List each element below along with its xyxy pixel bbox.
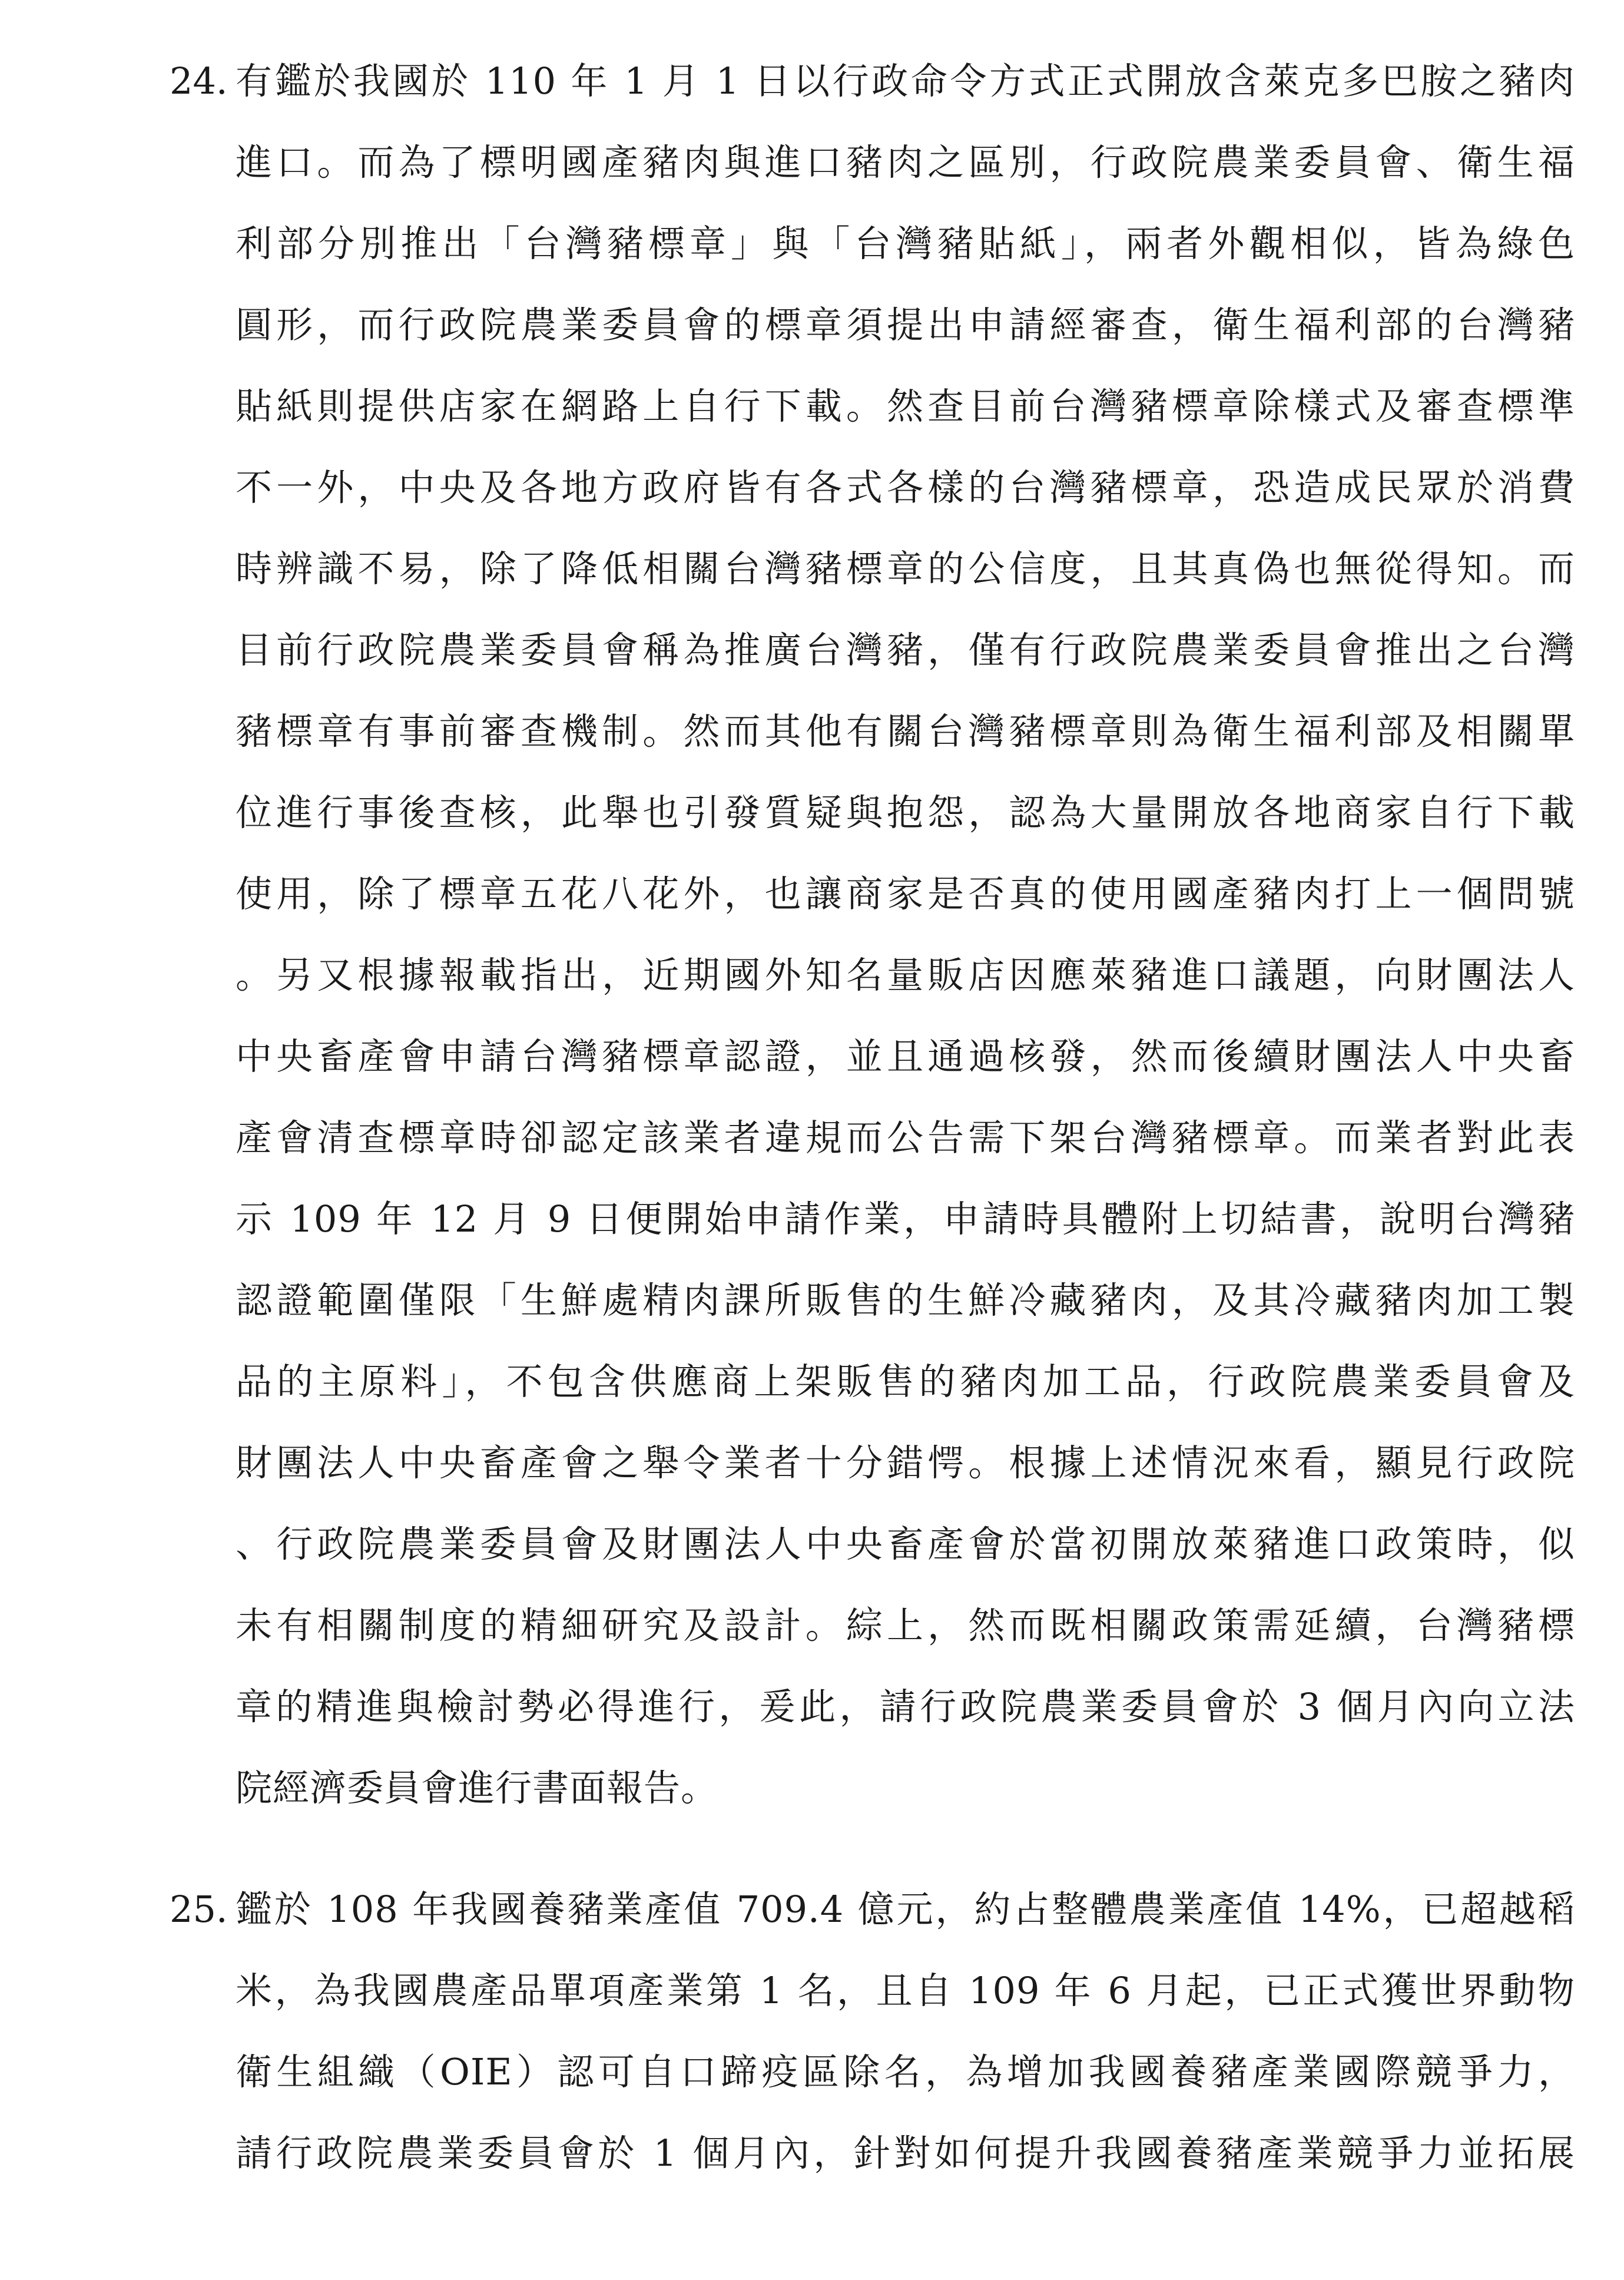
text-line: 示 109 年 12 月 9 日便開始申請作業，申請時具體附上切結書，說明台灣豬 — [236, 1197, 1575, 1240]
text-line: 貼紙則提供店家在網路上自行下載。然查目前台灣豬標章除樣式及審查標準 — [236, 385, 1575, 428]
text-line: 時辨識不易，除了降低相關台灣豬標章的公信度，且其真偽也無從得知。而 — [236, 547, 1575, 590]
text-line: 、行政院農業委員會及財團法人中央畜產會於當初開放萊豬進口政策時，似 — [236, 1523, 1575, 1566]
text-line: 章的精進與檢討勢必得進行，爰此，請行政院農業委員會於 3 個月內向立法 — [236, 1685, 1575, 1728]
text-line: 請行政院農業委員會於 1 個月內，針對如何提升我國養豬產業競爭力並拓展 — [236, 2132, 1575, 2175]
text-line: 衛生組織（OIE）認可自口蹄疫區除名，為增加我國養豬產業國際競爭力， — [236, 2050, 1575, 2093]
text-line: 不一外，中央及各地方政府皆有各式各樣的台灣豬標章，恐造成民眾於消費 — [236, 466, 1575, 509]
text-line: 中央畜產會申請台灣豬標章認證，並且通過核發，然而後續財團法人中央畜 — [236, 1035, 1575, 1078]
text-line: 位進行事後查核，此舉也引發質疑與抱怨，認為大量開放各地商家自行下載 — [236, 791, 1575, 834]
text-line: 目前行政院農業委員會稱為推廣台灣豬，僅有行政院農業委員會推出之台灣 — [236, 628, 1575, 671]
text-line: 認證範圍僅限「生鮮處精肉課所販售的生鮮冷藏豬肉，及其冷藏豬肉加工製 — [236, 1279, 1575, 1322]
text-line: 有鑑於我國於 110 年 1 月 1 日以行政命令方式正式開放含萊克多巴胺之豬肉 — [236, 59, 1575, 102]
text-line: 。另又根據報載指出，近期國外知名量販店因應萊豬進口議題，向財團法人 — [236, 954, 1575, 997]
item-number: 24. — [170, 59, 228, 102]
text-line: 豬標章有事前審查機制。然而其他有關台灣豬標章則為衛生福利部及相關單 — [236, 710, 1575, 753]
text-line: 產會清查標章時卻認定該業者違規而公告需下架台灣豬標章。而業者對此表 — [236, 1116, 1575, 1159]
item-number: 25. — [170, 1888, 228, 1931]
text-line: 鑑於 108 年我國養豬業產值 709.4 億元，約占整體農業產值 14%，已超越稻 — [236, 1888, 1575, 1931]
text-line: 使用，除了標章五花八花外，也讓商家是否真的使用國產豬肉打上一個問號 — [236, 872, 1575, 915]
text-line: 院經濟委員會進行書面報告。 — [236, 1766, 718, 1809]
text-line: 品的主原料」，不包含供應商上架販售的豬肉加工品，行政院農業委員會及 — [236, 1360, 1575, 1403]
text-line: 米，為我國農產品單項產業第 1 名，且自 109 年 6 月起，已正式獲世界動物 — [236, 1969, 1575, 2012]
text-line: 進口。而為了標明國產豬肉與進口豬肉之區別，行政院農業委員會、衛生福 — [236, 141, 1575, 184]
text-line: 未有相關制度的精細研究及設計。綜上，然而既相關政策需延續，台灣豬標 — [236, 1604, 1575, 1647]
text-line: 圓形，而行政院農業委員會的標章須提出申請經審查，衛生福利部的台灣豬 — [236, 303, 1575, 346]
text-line: 利部分別推出「台灣豬標章」與「台灣豬貼紙」，兩者外觀相似，皆為綠色 — [236, 222, 1575, 265]
text-line: 財團法人中央畜產會之舉令業者十分錯愕。根據上述情況來看，顯見行政院 — [236, 1441, 1575, 1484]
